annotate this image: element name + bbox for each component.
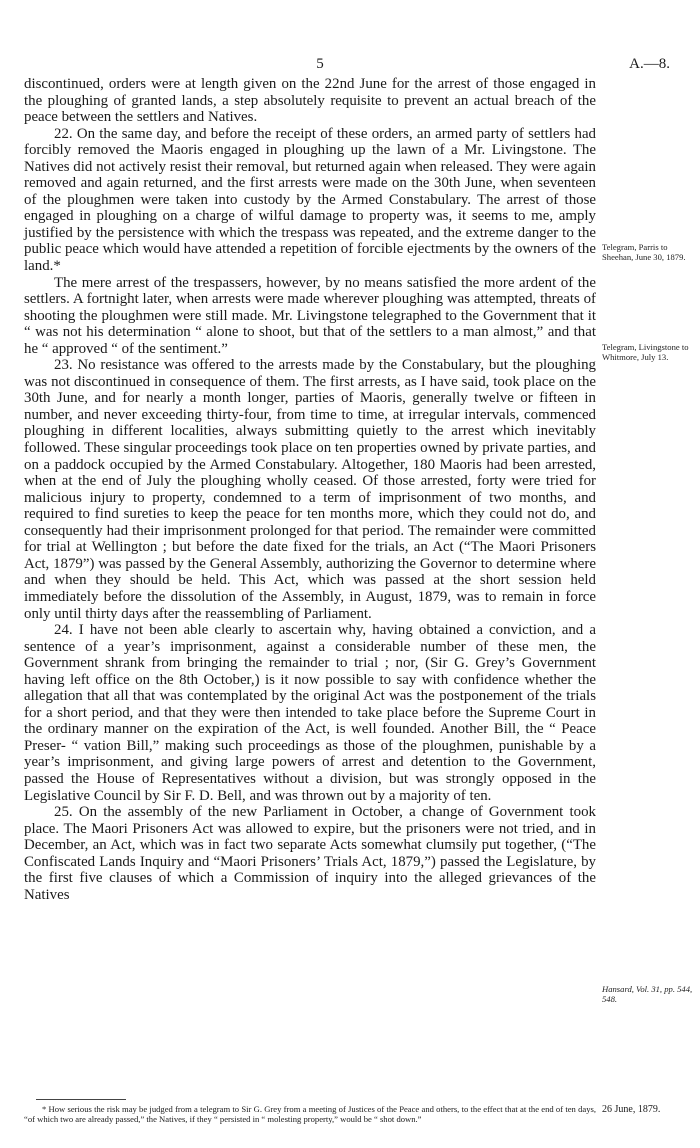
paragraph-25: 25. On the assembly of the new Parliament in October, a change of Government took place. The Maori Prisoners Act was allowed to expire, but the prisoners were not tried, and in December, an Act, which was in fact two separate Acts somewhat clumsily put together, (“The Confiscated Lands Inquiry and “Maori Prisoners’ Trials Act, 1879,”) passed the Legislature, by the first five clauses of which a Commission of inquiry into the alleged grievances of the Natives [24, 804, 596, 903]
paragraph-23: 23. No resistance was offered to the arrests made by the Constabulary, but the ploughing was not discontinued in consequence of them. The first arrests, as I have said, took place on the 30th June, and for nearly a month longer, parties of Maoris, generally twelve or fifteen in number, and never exceeding thirty-four, from time to time, at irregular intervals, commenced ploughing in different localities, always submitting quietly to the arrest which inevitably followed. These singular proceedings took place on ten properties owned by private parties, and on a paddock occupied by the Armed Constabulary. Altogether, 180 Maoris had been arrested, when at the end of July the ploughing wholly ceased. Of those arrested, forty were tried for malicious injury to property, condemned to a term of imprisonment of two months, and required to find sureties to keep the peace for ten months more, which they could not do, and consequently had their imprisonment prolonged for that period. The remainder were committed for trial at Wellington ; but before the date fixed for the trials, an Act (“The Maori Prisoners Act, 1879”) was passed by the General Assembly, authorizing the Governor to determine where and when they should be held. This Act, which was passed at the short session held immediately before the dissolution of the Assembly, in August, 1879, was to remain in force only until thirty days after the reassembling of Parliament. [24, 357, 596, 622]
margin-note-telegram-livingstone: Telegram, Livingstone to Whitmore, July 13. [602, 342, 689, 362]
paragraph-continued: discontinued, orders were at length given on the 22nd June for the arrest of those engaged in the ploughing of granted lands, a step absolutely requisite to prevent an actual breach of the peace between the settlers and Natives. [24, 76, 596, 126]
footnote-text: * How serious the risk may be judged from a telegram to Sir G. Grey from a meeting of Justices of the Peace and others, to the effect that at the end of ten days, “of which two are already passed,” the Natives, if they “ persisted in “ molesting property,” would be “ shot down.” [24, 1104, 596, 1125]
paragraph-22: 22. On the same day, and before the receipt of these orders, an armed party of settlers had forcibly removed the Maoris engaged in ploughing up the lawn of a Mr. Livingstone. The Natives did not actively resist their removal, but returned again when released. They were again removed and again returned, and the first arrests were made on the 30th June, when seventeen of the ploughmen were taken into custody by the Armed Constabulary. The arrest of those engaged in ploughing on a charge of wilful damage to property was, it seems to me, amply justified by the persistence with which the trespass was repeated, and the extreme danger to the public peace which would have attended a repetition of forcible ejectments by the owners of the land.* [24, 125, 596, 275]
paragraph-22-continued: The mere arrest of the trespassers, however, by no means satisfied the more ardent of the settlers. A fortnight later, when arrests were made wherever ploughing was attempted, threats of shooting the ploughmen were still made. Mr. Livingstone telegraphed to the Government that it “ was not his determination “ alone to shoot, but that of the settlers to a man almost,” and that he “ approved “ of the sentiment.” [24, 274, 596, 357]
paper-reference: A.—8. [629, 56, 670, 72]
page-number: 5 [316, 56, 324, 72]
footnote [24, 1104, 596, 1125]
margin-note-hansard: Hansard, Vol. 31, pp. 544, 548. [602, 984, 693, 1004]
body-text [24, 76, 596, 903]
footnote-margin-date: 26 June, 1879. [602, 1104, 661, 1115]
footnote-rule [36, 1099, 126, 1100]
margin-note-telegram-parris: Telegram, Parris to Sheehan, June 30, 1879. [602, 242, 686, 262]
paragraph-24: 24. I have not been able clearly to ascertain why, having obtained a conviction, and a sentence of a year’s imprisonment, against a considerable number of these men, the Government shrank from bringing the remainder to trial ; nor, (Sir G. Grey’s Government having left office on the 8th October,) is it now possible to say with confidence whether the allegation that all that was contemplated by the original Act was the postponement of the trials for a short period, and that they were then intended to take place before the Supreme Court in the ordinary manner on the expiration of the Act, is well founded. Another Bill, the “ Peace Preser- “ vation Bill,” making such proceedings as those of the ploughmen, punishable by a year’s imprisonment, and giving large powers of arrest and detention to the Government, passed the House of Representatives without a division, but was strongly opposed in the Legislative Council by Sir F. D. Bell, and was thrown out by a majority of ten. [24, 622, 596, 804]
